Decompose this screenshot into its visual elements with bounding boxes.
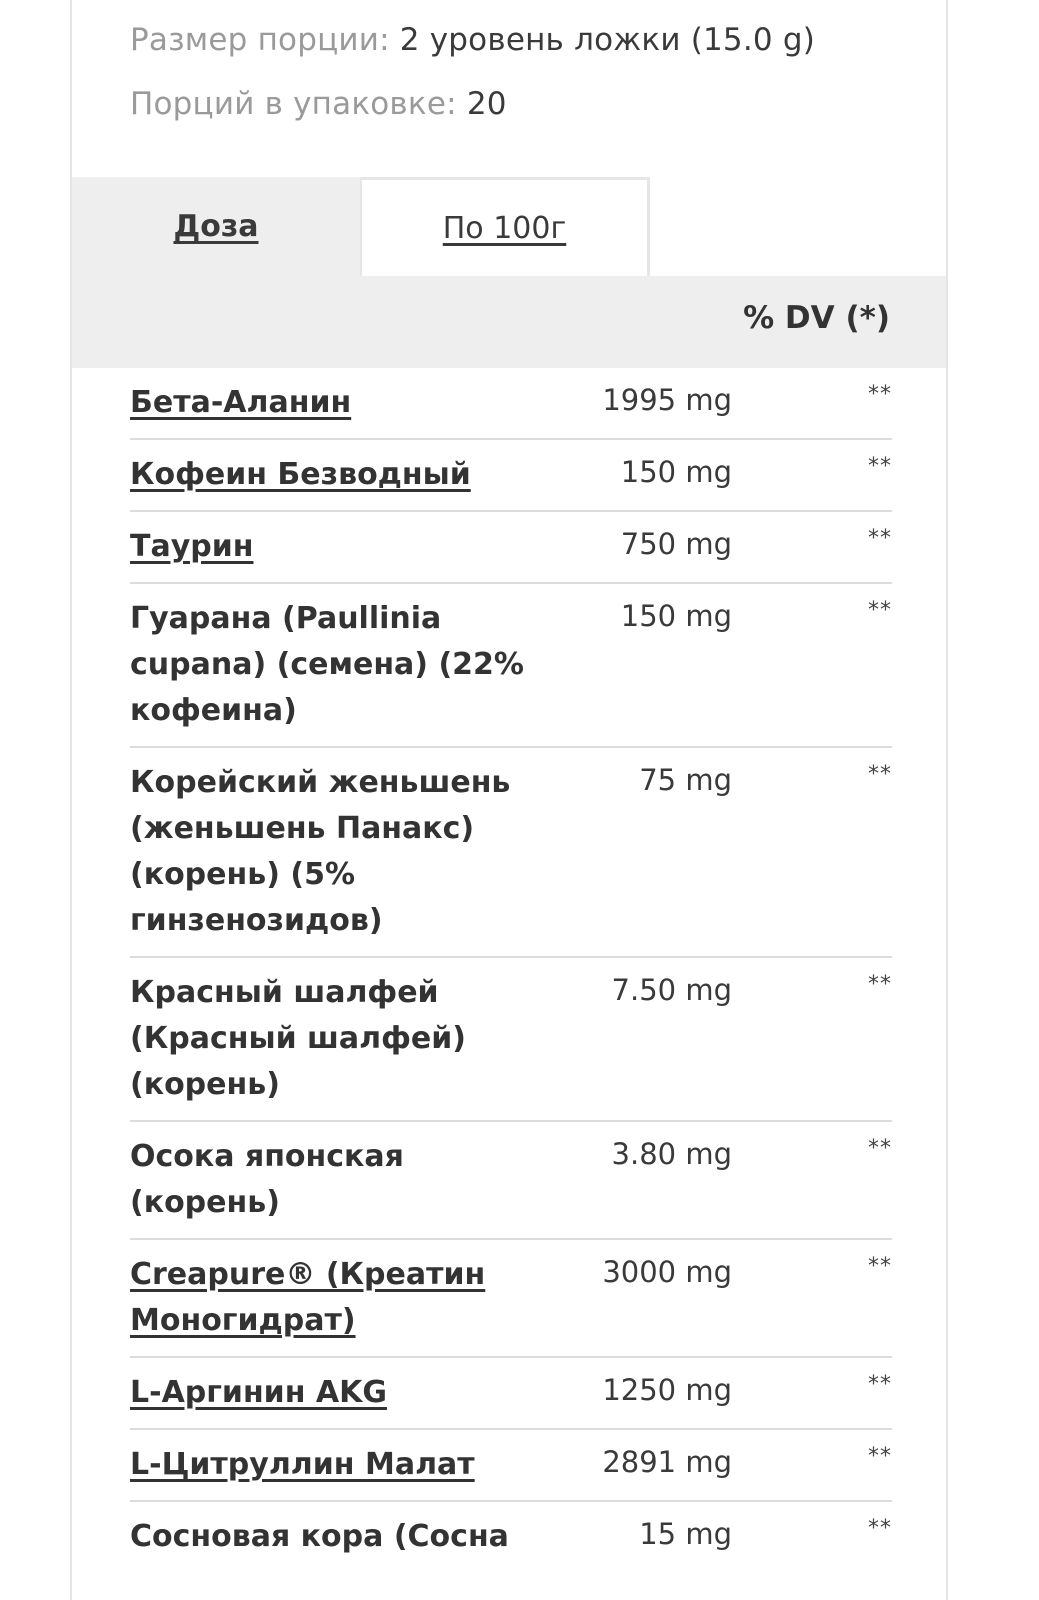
table-row (130, 1358, 892, 1430)
nutrition-panel (70, 0, 948, 1600)
table-row (130, 440, 892, 512)
ingredient-amount: 7.50 mg (611, 973, 732, 1007)
ingredient-amount: 750 mg (620, 527, 732, 561)
ingredient-amount: 75 mg (639, 763, 732, 797)
ingredient-name: Красный шалфей (Красный шалфей) (корень) (130, 975, 466, 1102)
table-row (130, 1430, 892, 1502)
ingredient-amount: 15 mg (639, 1517, 732, 1551)
ingredient-link[interactable]: Бета-Аланин (130, 385, 352, 420)
table-row (130, 958, 892, 1122)
ingredient-dv: ** (868, 1444, 892, 1469)
ingredient-dv: ** (868, 1254, 892, 1279)
dv-column-header: % DV (*) (743, 300, 890, 336)
servings-per-container (130, 86, 507, 122)
ingredient-amount: 1250 mg (602, 1373, 732, 1407)
ingredient-dv: ** (868, 454, 892, 479)
tab-bar (72, 177, 946, 276)
ingredient-amount: 150 mg (620, 455, 732, 489)
table-row (130, 748, 892, 958)
ingredient-dv: ** (868, 382, 892, 407)
ingredient-link[interactable]: L-Цитруллин Малат (130, 1447, 475, 1482)
table-row (130, 512, 892, 584)
servings-per-container-label: Порций в упаковке: (130, 86, 457, 122)
table-header (72, 276, 946, 368)
ingredient-link[interactable]: Таурин (130, 529, 254, 564)
ingredient-amount: 150 mg (620, 599, 732, 633)
ingredient-dv: ** (868, 598, 892, 623)
table-row (130, 1122, 892, 1240)
ingredient-amount: 3000 mg (602, 1255, 732, 1289)
ingredient-dv: ** (868, 762, 892, 787)
ingredient-link[interactable]: Кофеин Безводный (130, 457, 471, 492)
serving-size-label: Размер порции: (130, 22, 390, 58)
ingredient-dv: ** (868, 972, 892, 997)
serving-size-value: 2 уровень ложки (15.0 g) (399, 22, 816, 58)
ingredient-dv: ** (868, 526, 892, 551)
ingredient-amount: 1995 mg (602, 383, 732, 417)
ingredients-table (130, 368, 892, 1582)
ingredient-amount: 3.80 mg (611, 1137, 732, 1171)
ingredient-dv: ** (868, 1516, 892, 1541)
ingredient-name: Гуарана (Paullinia cupana) (семена) (22% кофеина) (130, 601, 524, 728)
ingredient-dv: ** (868, 1372, 892, 1397)
table-row (130, 1240, 892, 1358)
ingredient-link[interactable]: Creapure® (Креатин Моногидрат) (130, 1257, 486, 1338)
servings-per-container-value: 20 (466, 86, 507, 122)
table-row (130, 584, 892, 748)
ingredient-link[interactable]: L-Аргинин AKG (130, 1375, 387, 1410)
serving-size (130, 22, 815, 58)
ingredient-amount: 2891 mg (602, 1445, 732, 1479)
ingredient-name: Сосновая кора (Сосна (130, 1519, 509, 1554)
ingredient-name: Осока японская (корень) (130, 1139, 404, 1220)
ingredient-name: Корейский женьшень (женьшень Панакс) (корень) (5% гинзенозидов) (130, 765, 511, 938)
table-row (130, 368, 892, 440)
tab-dose[interactable]: Доза (72, 177, 360, 276)
ingredient-dv: ** (868, 1136, 892, 1161)
tab-per-100g[interactable]: По 100г (360, 177, 650, 276)
table-row (130, 1502, 892, 1582)
